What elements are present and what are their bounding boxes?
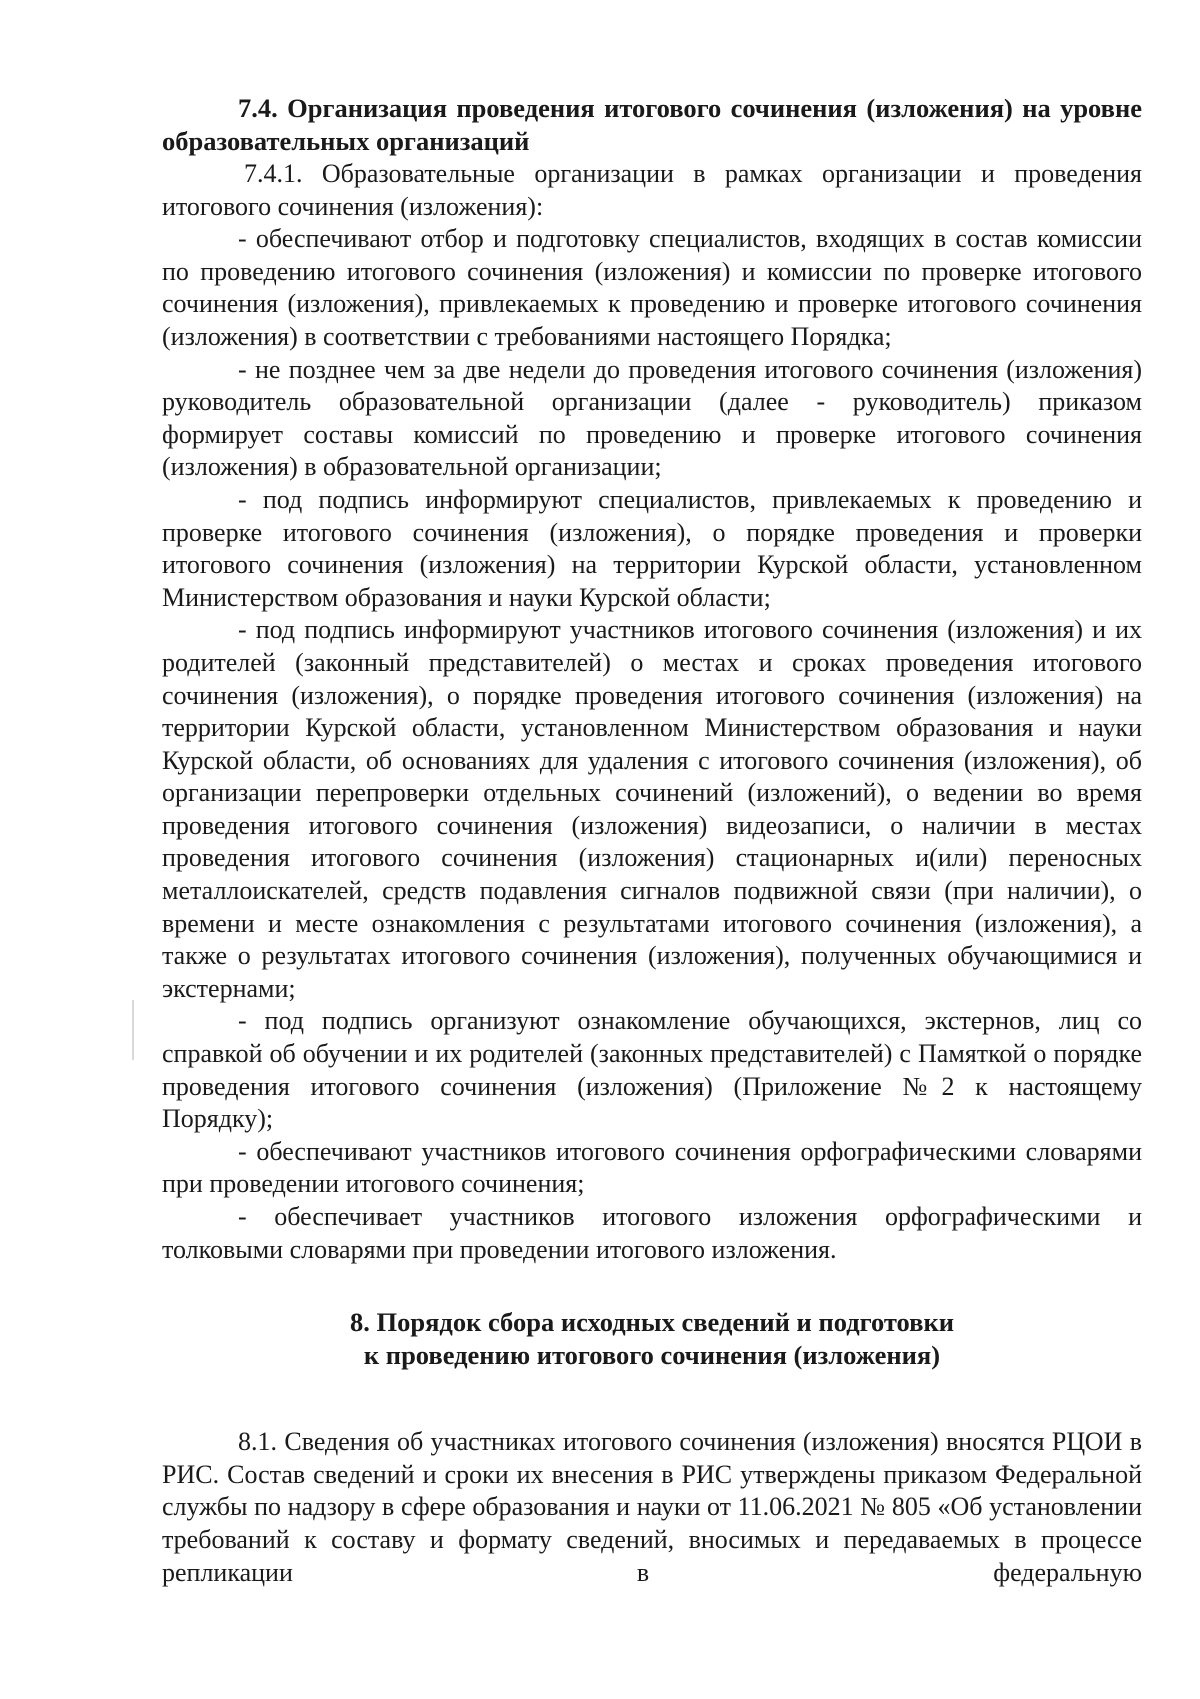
document-page bbox=[162, 92, 1142, 1589]
list-item-explanatory-dictionaries: - обеспечивает участников итогового изложения орфографическими и толковыми словарями при проведении итогового изложения. bbox=[162, 1202, 1142, 1264]
list-item-commission-order: - не позднее чем за две недели до проведения итогового сочинения (изложения) руководитель образовательной организации (далее - руководитель) приказом формирует составы комиссий по проведению и проверке итогового сочинения (изложения) в образовательной организации; bbox=[162, 354, 1142, 482]
section-8-heading-line-1: 8. Порядок сбора исходных сведений и подготовки bbox=[349, 1307, 954, 1338]
section-8-heading-line-2: к проведению итогового сочинения (изложения) bbox=[363, 1340, 941, 1371]
section-8-heading bbox=[162, 1306, 1142, 1372]
section-7-4-heading: 7.4. Организация проведения итогового сочинения (изложения) на уровне образовательных организаций bbox=[162, 93, 1142, 156]
scan-edge-mark bbox=[132, 1000, 134, 1060]
list-item-spelling-dictionaries: - обеспечивают участников итогового сочинения орфографическими словарями при проведении итогового сочинения; bbox=[162, 1136, 1142, 1199]
list-item-inform-participants: - под подпись информируют участников итогового сочинения (изложения) и их родителей (законный представителей) о местах и сроках проведения итогового сочинения (изложения), о порядке проведения итогового сочинения (изложения) на территории Курской области, установленном Министерством образования и науки Курской области, об основаниях для удаления с итогового сочинения (изложения), об организации перепроверки отдельных сочинений (изложений), о ведении во время проведения итогового сочинения (изложения) видеозаписи, о наличии в местах проведения итогового сочинения (изложения) стационарных и(или) переносных металлоискателей, средств подавления сигналов подвижной связи (при наличии), о времени и месте ознакомления с результатами итогового сочинения (изложения), а также о результатах итогового сочинения (изложения), полученных обучающимися и экстернами; bbox=[162, 615, 1142, 1003]
paragraph-8-1: 8.1. Сведения об участниках итогового сочинения (изложения) вносятся РЦОИ в РИС. Состав сведений и сроки их внесения в РИС утверждены приказом Федеральной службы по надзору в сфере образования и науки от 11.06.2021 № 805 «Об установлении требований к составу и формату сведений, вносимых и передаваемых в процессе репликации в федеральную bbox=[162, 1427, 1142, 1587]
list-item-specialists-selection: - обеспечивают отбор и подготовку специалистов, входящих в состав комиссии по проведению итогового сочинения (изложения) и комиссии по проверке итогового сочинения (изложения), привлекаемых к проведению и проверке итогового сочинения (изложения) в соответствии с требованиями настоящего Порядка; bbox=[162, 224, 1142, 351]
list-item-inform-specialists: - под подпись информируют специалистов, привлекаемых к проведению и проверке итогового сочинения (изложения), о порядке проведения и проверки итогового сочинения (изложения) на территории Курской области, установленном Министерством образования и науки Курской области; bbox=[162, 484, 1142, 612]
list-item-memo-acquaintance: - под подпись организуют ознакомление обучающихся, экстернов, лиц со справкой об обучении и их родителей (законных представителей) с Памяткой о порядке проведения итогового сочинения (изложения) (Приложение №2 к настоящему Порядку); bbox=[162, 1006, 1142, 1134]
paragraph-7-4-1: 7.4.1. Образовательные организации в рамках организации и проведения итогового сочинения (изложения): bbox=[162, 159, 1142, 221]
